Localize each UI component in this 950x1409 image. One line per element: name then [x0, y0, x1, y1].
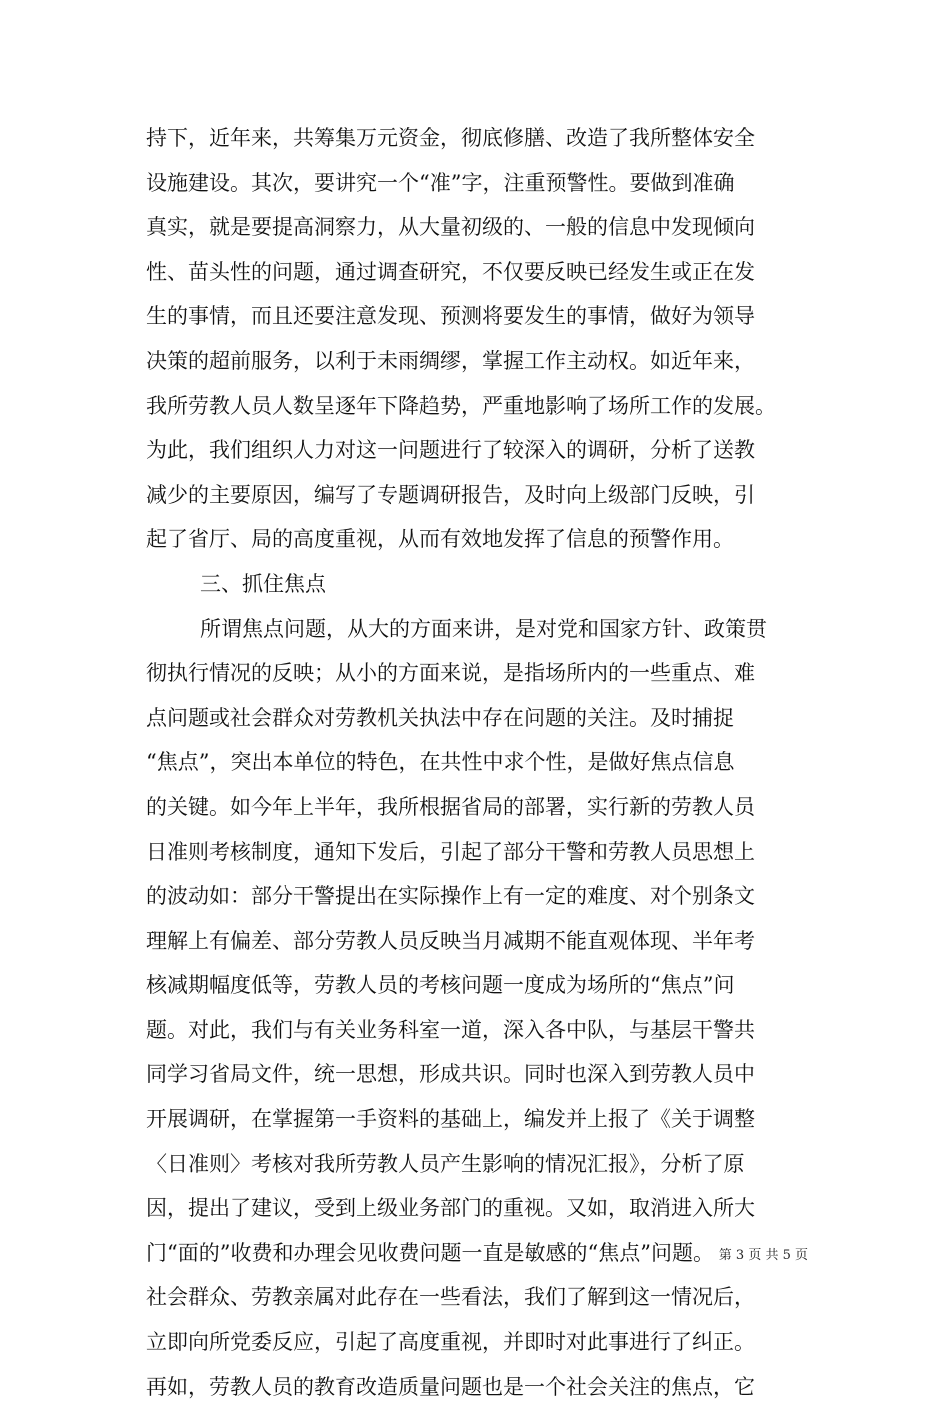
- body-line: 的波动如：部分干警提出在实际操作上有一定的难度、对个别条文: [146, 884, 755, 909]
- section-heading: 三、抓住焦点: [200, 571, 326, 596]
- body-line: 决策的超前服务，以利于未雨绸缪，掌握工作主动权。如近年来，: [146, 348, 755, 373]
- body-line: 性、苗头性的问题，通过调查研究，不仅要反映已经发生或正在发: [146, 259, 755, 284]
- body-line: 门“面的”收费和办理会见收费问题一直是敏感的“焦点”问题。: [146, 1240, 714, 1265]
- body-line: 起了省厅、局的高度重视，从而有效地发挥了信息的预警作用。: [146, 527, 734, 552]
- body-line: 开展调研，在掌握第一手资料的基础上，编发并上报了《关于调整: [146, 1107, 755, 1132]
- paragraph-first-line: 所谓焦点问题，从大的方面来讲，是对党和国家方针、政策贯: [200, 616, 767, 641]
- body-line: 持下，近年来，共筹集万元资金，彻底修膳、改造了我所整体安全: [146, 126, 755, 150]
- body-line: 为此，我们组织人力对这一问题进行了较深入的调研，分析了送教: [146, 438, 755, 463]
- body-line: 同学习省局文件，统一思想，形成共识。同时也深入到劳教人员中: [146, 1062, 755, 1087]
- body-line: 的关键。如今年上半年，我所根据省局的部署，实行新的劳教人员: [146, 794, 755, 819]
- body-line: 生的事情，而且还要注意发现、预测将要发生的事情，做好为领导: [146, 304, 755, 329]
- body-line: 题。对此，我们与有关业务科室一道，深入各中队，与基层干警共: [146, 1017, 755, 1042]
- body-line: 〈日准则〉考核对我所劳教人员产生影响的情况汇报》，分析了原: [146, 1151, 745, 1176]
- body-line: 真实，就是要提高洞察力，从大量初级的、一般的信息中发现倾向: [146, 215, 755, 240]
- document-body: [146, 116, 802, 1409]
- page-number-footer: 第 3 页 共 5 页: [718, 1248, 808, 1263]
- body-line: 理解上有偏差、部分劳教人员反映当月减期不能直观体现、半年考: [146, 928, 755, 953]
- body-line: “焦点”，突出本单位的特色，在共性中求个性，是做好焦点信息: [146, 750, 735, 775]
- body-line: 因，提出了建议，受到上级业务部门的重视。又如，取消进入所大: [146, 1196, 755, 1221]
- body-line: 社会群众、劳教亲属对此存在一些看法，我们了解到这一情况后，: [146, 1285, 755, 1310]
- body-line: 设施建设。其次，要讲究一个“准”字，注重预警性。要做到准确: [146, 170, 735, 195]
- body-line: 日准则考核制度，通知下发后，引起了部分干警和劳教人员思想上: [146, 839, 755, 864]
- body-line: 点问题或社会群众对劳教机关执法中存在问题的关注。及时捕捉: [146, 705, 734, 730]
- body-line: 减少的主要原因，编写了专题调研报告，及时向上级部门反映，引: [146, 482, 755, 507]
- body-line: 再如，劳教人员的教育改造质量问题也是一个社会关注的焦点，它: [146, 1374, 755, 1399]
- body-line: 核减期幅度低等，劳教人员的考核问题一度成为场所的“焦点”问: [146, 973, 735, 998]
- body-line: 立即向所党委反应，引起了高度重视，并即时对此事进行了纠正。: [146, 1330, 755, 1355]
- body-line: 我所劳教人员人数呈逐年下降趋势，严重地影响了场所工作的发展。: [146, 393, 776, 418]
- body-line: 彻执行情况的反映；从小的方面来说，是指场所内的一些重点、难: [146, 661, 755, 686]
